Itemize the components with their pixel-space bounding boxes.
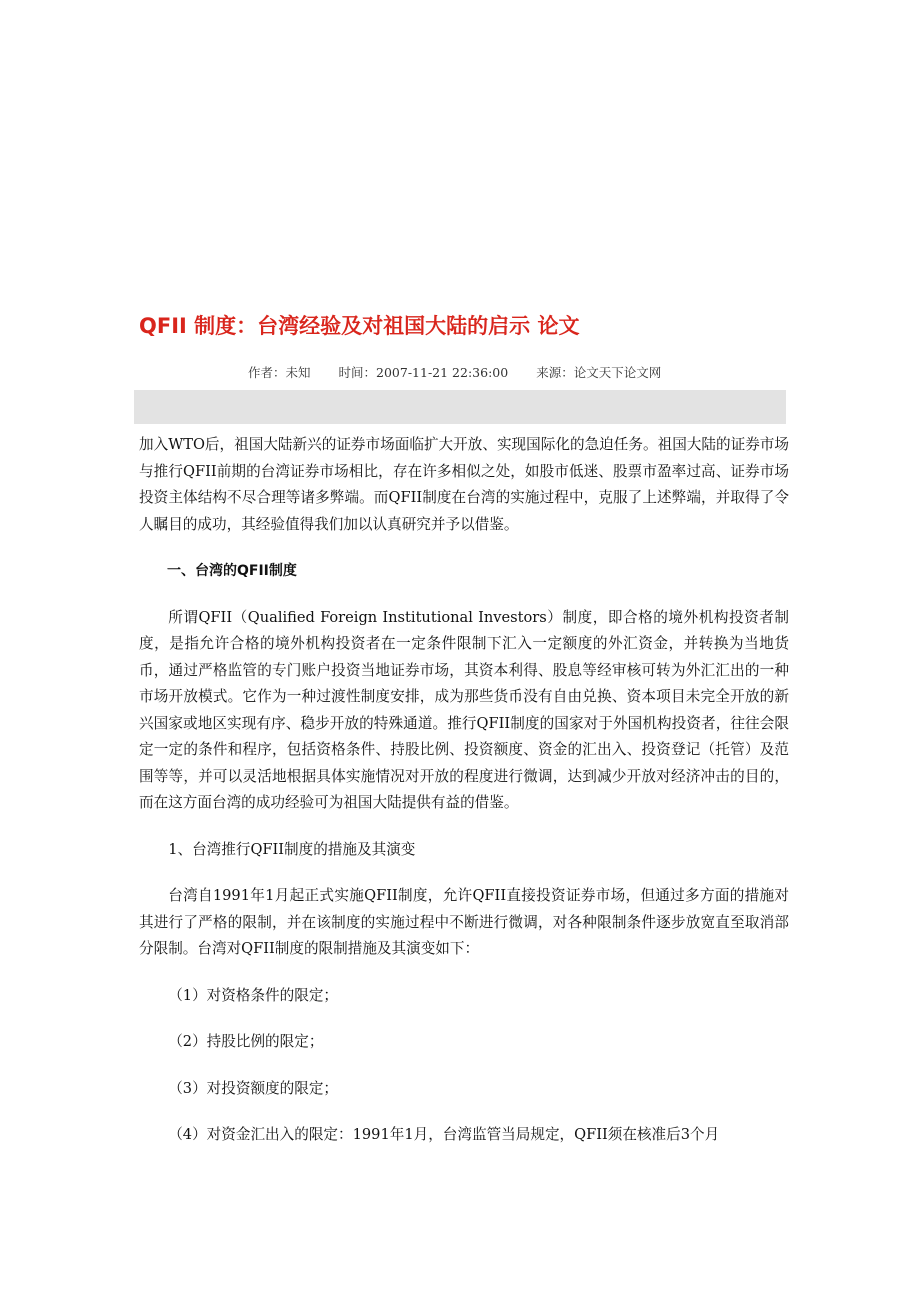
article-title: QFII 制度：台湾经验及对祖国大陆的启示 论文 bbox=[139, 314, 580, 338]
list-item: （1）对资格条件的限定； bbox=[168, 986, 339, 1004]
article-body bbox=[139, 432, 789, 1169]
meta-time: 时间：2007-11-21 22:36:00 bbox=[338, 365, 509, 380]
list-item: （2）持股比例的限定； bbox=[168, 1033, 324, 1050]
article-meta bbox=[248, 364, 661, 382]
subsection-heading: 1、台湾推行QFII制度的措施及其演变 bbox=[168, 840, 416, 858]
meta-source: 来源：论文天下论文网 bbox=[536, 365, 662, 380]
paragraph-history: 台湾自1991年1月起正式实施QFII制度，允许QFII直接投资证券市场，但通过多方面的措施对其进行了严格的限制，并在该制度的实施过程中不断进行微调，对各种限制条件逐步放宽直至取消部分限制。台湾对QFII制度的限制措施及其演变如下： bbox=[139, 887, 789, 957]
list-item: （4）对资金汇出入的限定：1991年1月，台湾监管当局规定，QFII须在核准后3个月 bbox=[168, 1126, 720, 1143]
section-heading: 一、台湾的QFII制度 bbox=[167, 563, 297, 579]
paragraph-definition: 所谓QFII（Qualified Foreign Institutional Investors）制度，即合格的境外机构投资者制度，是指允许合格的境外机构投资者在一定条件限制下汇入一定额度的外汇资金，并转换为当地货币，通过严格监管的专门账户投资当地证券市场，其资本利得、股息等经审核可转为外汇汇出的一种市场开放模式。它作为一种过渡性制度安排，成为那些货币没有自由兑换、资本项目未完全开放的新兴国家或地区实现有序、稳步开放的特殊通道。推行QFII制度的国家对于外国机构投资者，往往会限定一定的条件和程序，包括资格条件、持股比例、投资额度、资金的汇出入、投资登记（托管）及范围等等，并可以灵活地根据具体实施情况对开放的程度进行微调，达到减少开放对经济冲击的目的，而在这方面台湾的成功经验可为祖国大陆提供有益的借鉴。 bbox=[139, 608, 789, 811]
list-item: （3）对投资额度的限定； bbox=[168, 1079, 339, 1097]
meta-author: 作者：未知 bbox=[248, 365, 311, 380]
divider-bar bbox=[134, 390, 786, 424]
paragraph-intro: 加入WTO后，祖国大陆新兴的证券市场面临扩大开放、实现国际化的急迫任务。祖国大陆的证券市场与推行QFII前期的台湾证券市场相比，存在许多相似之处，如股市低迷、股票市盈率过高、证券市场投资主体结构不尽合理等诸多弊端。而QFII制度在台湾的实施过程中，克服了上述弊端，并取得了令人瞩目的成功，其经验值得我们加以认真研究并予以借鉴。 bbox=[139, 436, 789, 533]
